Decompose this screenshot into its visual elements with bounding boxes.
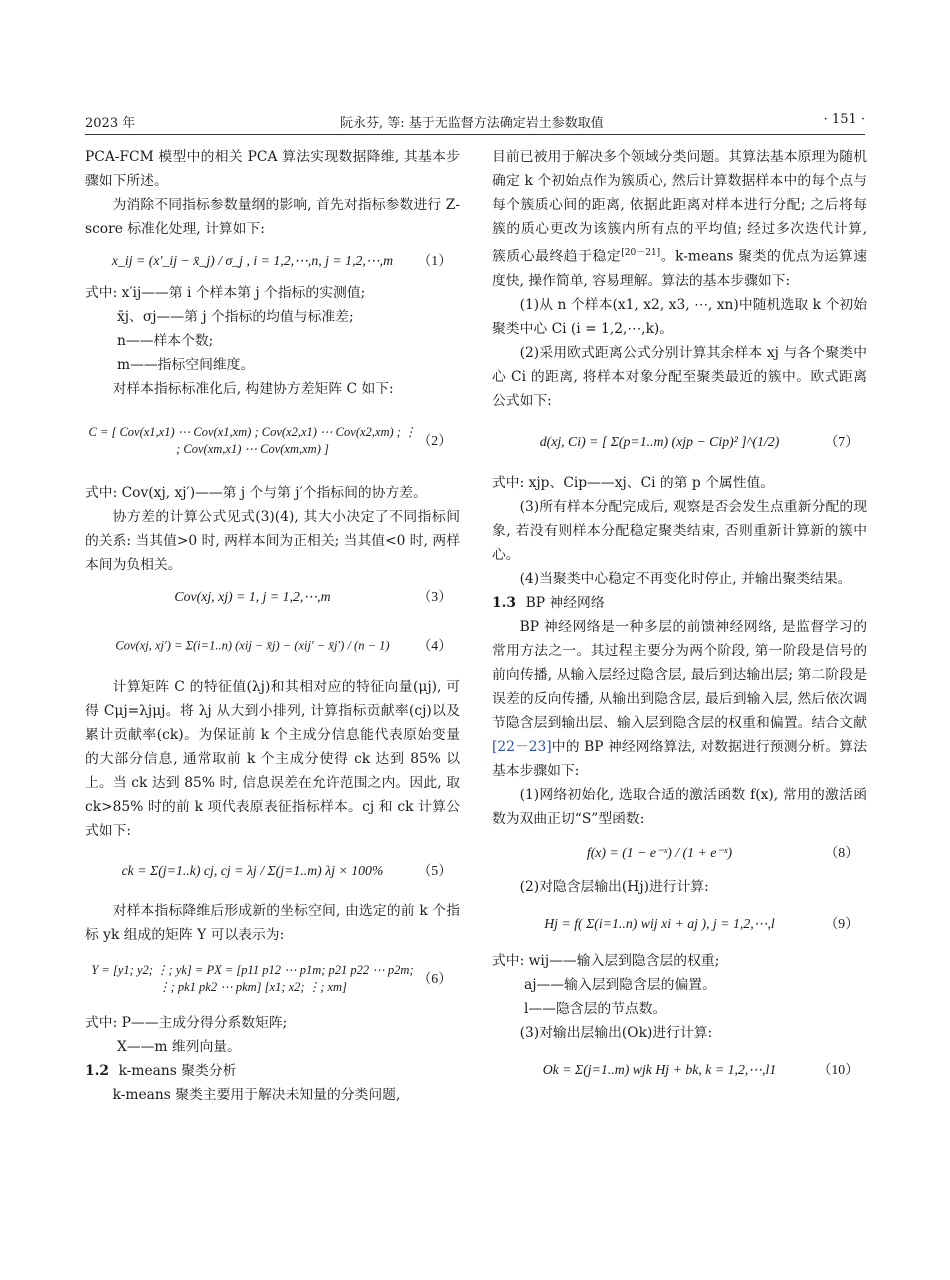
paragraph: 对样本指标标准化后, 构建协方差矩阵 C 如下: — [112, 381, 394, 397]
header-title: 阮永芬, 等: 基于无监督方法确定岩土参数取值 — [340, 116, 604, 131]
equation-body: d(xj, Ci) = [ Σ(p=1..m) (xjp − Cip)² ]^(1/2) — [539, 433, 780, 449]
paragraph: 对样本指标降维后形成新的坐标空间, 由选定的前 k 个指标 yk 组成的矩阵 Y 可以表示为: — [85, 903, 460, 943]
equation-body: Hj = f( Σ(i=1..n) wij xi + aj ), j = 1,2,⋯,l — [544, 915, 775, 931]
equation-body: x_ij = (x′_ij − x̄_j) / σ_j , i = 1,2,⋯,n, j = 1,2,⋯,m — [111, 253, 394, 268]
symbol-definition: n——样本个数; — [117, 333, 214, 349]
left-column — [85, 145, 460, 1107]
equation-6 — [85, 947, 460, 1011]
equation-9 — [492, 899, 867, 949]
equation-body: ck = Σ(j=1..k) cj, cj = λj / Σ(j=1..m) λj × 100% — [121, 863, 384, 878]
algorithm-step: (2)对隐含层输出(Hj)进行计算: — [519, 878, 709, 895]
symbol-definition: 式中: wij——输入层到隐含层的权重; — [492, 952, 720, 969]
symbol-definition: m——指标空间维度。 — [117, 357, 255, 373]
symbol-definition: 式中: P——主成分得分系数矩阵; — [85, 1015, 288, 1031]
paragraph: PCA-FCM 模型中的相关 PCA 算法实现数据降维, 其基本步骤如下所述。 — [85, 149, 460, 189]
section-title: k-means 聚类分析 — [118, 1063, 237, 1079]
section-title: BP 神经网络 — [525, 594, 605, 611]
paragraph: 协方差的计算公式见式(3)(4), 其大小决定了不同指标间的关系: 当其值>0 时, 两样本间为正相关; 当其值<0 时, 两样本间为负相关。 — [85, 509, 460, 573]
equation-number: （10） — [817, 1061, 859, 1077]
equation-number: （2） — [417, 433, 452, 448]
equation-2 — [85, 401, 460, 481]
symbol-definition: x̄j、σj——第 j 个指标的均值与标准差; — [117, 309, 354, 325]
symbol-definition: 式中: xjp、Cip——xj、Ci 的第 p 个属性值。 — [492, 474, 775, 491]
symbol-definition: 式中: x′ij——第 i 个样本第 j 个指标的实测值; — [85, 285, 366, 301]
equation-body: Ok = Σ(j=1..m) wjk Hj + bk, k = 1,2,⋯,l1 — [542, 1061, 777, 1077]
equation-7 — [492, 413, 867, 471]
paragraph-text: 。k-means 聚类的优点为运算速度快, 操作简单, 容易理解。算法的基本步骤如下: — [492, 248, 867, 289]
paragraph-text: BP 神经网络是一种多层的前馈神经网络, 是监督学习的常用方法之一。其过程主要分为两个阶段, 第一阶段是信号的前向传播, 从输入层经过隐含层, 最后到达输出层; 第二阶段是误差的反向传播, 从输出到隐含层, 最后到输入层, 然后依次调节隐含层到输出层、输入层到隐含层的权重和偏置。结合文献 — [492, 618, 867, 731]
equation-1 — [85, 241, 460, 281]
equation-body: C = [ Cov(x1,x1) ⋯ Cov(x1,xm) ; Cov(x2,x1) ⋯ Cov(x2,xm) ; ⋮ ; Cov(xm,x1) ⋯ Cov(xm,xm) ] — [88, 425, 417, 456]
paragraph: 计算矩阵 C 的特征值(λj)和其相对应的特征向量(μj), 可得 Cμj=λjμj。将 λj 从大到小排列, 计算指标贡献率(cj)以及累计贡献率(ck)。为保证前 k 个主成分信息能代表原始变量的大部分信息, 通常取前 k 个主成分使得 ck 达到 85% 以上。当 ck 达到 85% 时, 信息误差在允许范围之内。因此, 取 ck>85% 时的前 k 项代表原表征指标样本。cj 和 ck 计算公式如下: — [85, 679, 460, 839]
algorithm-step: (3)所有样本分配完成后, 观察是否会发生点重新分配的现象, 若没有则样本分配稳定聚类结束, 否则重新计算新的簇中心。 — [492, 498, 867, 563]
paragraph — [492, 145, 867, 293]
algorithm-step: (4)当聚类中心稳定不再变化时停止, 并输出聚类结果。 — [519, 570, 852, 587]
equation-number: （5） — [417, 863, 452, 878]
paragraph: k-means 聚类主要用于解决未知量的分类问题, — [112, 1087, 401, 1103]
equation-number: （9） — [824, 915, 859, 931]
equation-5 — [85, 843, 460, 899]
equation-body: Cov(xj, xj′) = Σ(i=1..n) (xij − x̄j) − (xij′ − x̄j′) / (n − 1) — [115, 638, 390, 653]
algorithm-step: (1)网络初始化, 选取合适的激活函数 f(x), 常用的激活函数为双曲正切“S”型函数: — [492, 786, 867, 827]
citation-link[interactable]: [22－23] — [492, 738, 552, 755]
section-number: 1.2 — [85, 1063, 110, 1079]
paragraph: 为消除不同指标参数量纲的影响, 首先对指标参数进行 Z-score 标准化处理, 计算如下: — [85, 197, 460, 237]
equation-number: （7） — [824, 433, 859, 449]
symbol-definition: aj——输入层到隐含层的偏置。 — [524, 976, 716, 993]
equation-4 — [85, 617, 460, 675]
algorithm-step: (3)对输出层输出(Ok)进行计算: — [519, 1024, 713, 1041]
symbol-definition: l——隐含层的节点数。 — [524, 1000, 667, 1017]
paragraph-text: 中的 BP 神经网络算法, 对数据进行预测分析。算法基本步骤如下: — [492, 738, 867, 779]
paragraph — [492, 615, 867, 783]
equation-number: （1） — [417, 253, 452, 268]
algorithm-step: (2)采用欧式距离公式分别计算其余样本 xj 与各个聚类中心 Ci 的距离, 将样本对象分配至聚类最近的簇中。欧式距离公式如下: — [492, 344, 867, 409]
algorithm-step: (1)从 n 个样本(x1, x2, x3, ⋯, xn)中随机选取 k 个初始聚类中心 Ci (i = 1,2,⋯,k)。 — [492, 296, 867, 337]
equation-number: （6） — [417, 971, 452, 986]
equation-number: （4） — [417, 638, 452, 653]
equation-body: f(x) = (1 − e⁻ˣ) / (1 + e⁻ˣ) — [586, 844, 733, 860]
symbol-definition: 式中: Cov(xj, xj′)——第 j 个与第 j′个指标间的协方差。 — [85, 485, 427, 501]
citation-link[interactable]: [20－21] — [621, 248, 661, 258]
right-column — [492, 145, 867, 1095]
equation-number: （3） — [417, 589, 452, 604]
paragraph-text: 目前已被用于解决多个领域分类问题。其算法基本原理为随机确定 k 个初始点作为簇质心, 然后计算数据样本中的每个点与每个簇质心间的距离, 依据此距离对样本进行分配; 之后将每簇的质心更改为该簇内所有点的平均值; 经过多次迭代计算, 簇质心最终趋于稳定 — [492, 149, 867, 265]
section-number: 1.3 — [492, 594, 517, 611]
running-header — [85, 110, 865, 135]
equation-8 — [492, 831, 867, 875]
equation-body: Y = [y1; y2; ⋮; yk] = PX = [p11 p12 ⋯ p1m; p21 p22 ⋯ p2m; ⋮; pk1 pk2 ⋯ pkm] [x1; x2; ⋮; xm] — [91, 963, 414, 994]
section-heading-1-2 — [85, 1059, 460, 1083]
equation-3 — [85, 577, 460, 617]
equation-10 — [492, 1045, 867, 1095]
header-page-number: · 151 · — [823, 112, 865, 127]
section-heading-1-3 — [492, 591, 867, 615]
equation-body: Cov(xj, xj) = 1, j = 1,2,⋯,m — [174, 589, 331, 604]
header-year: 2023 年 — [85, 116, 136, 131]
equation-number: （8） — [824, 844, 859, 860]
symbol-definition: X——m 维列向量。 — [117, 1039, 241, 1055]
